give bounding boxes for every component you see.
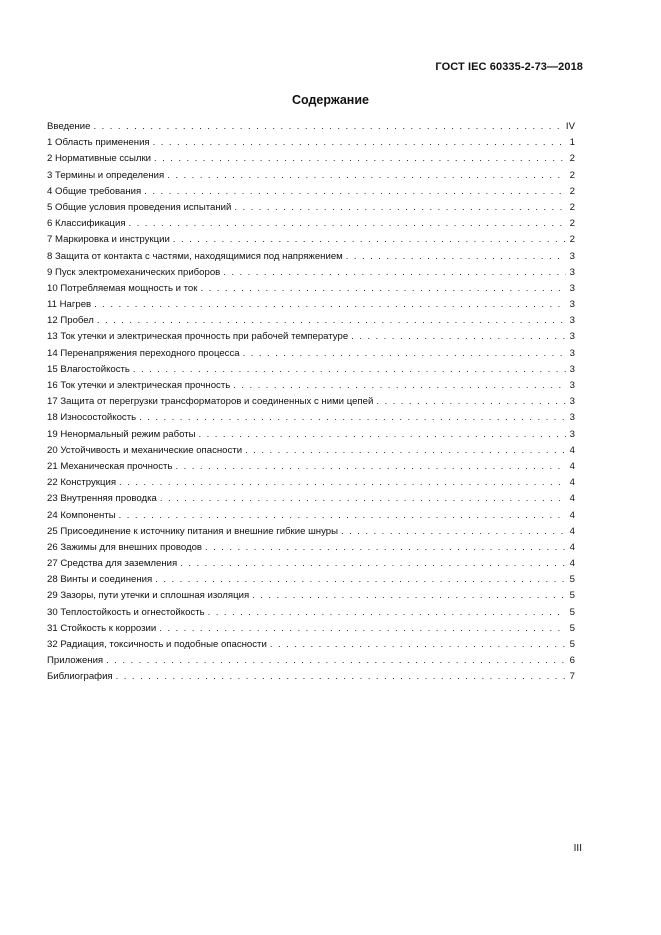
toc-entry[interactable] (47, 540, 575, 556)
toc-entry-page: 3 (569, 428, 575, 440)
toc-entry-page: 4 (569, 460, 575, 472)
toc-entry-page: 3 (569, 347, 575, 359)
toc-entry[interactable] (47, 119, 575, 135)
toc-entry[interactable] (47, 184, 575, 200)
toc-entry-label: 5 Общие условия проведения испытаний (47, 201, 232, 213)
toc-entry-page: 3 (569, 363, 575, 375)
toc-dot-leader (119, 475, 566, 491)
toc-entry-page: 3 (569, 250, 575, 262)
toc-dot-leader (341, 524, 566, 540)
toc-entry-page: 3 (569, 266, 575, 278)
toc-entry[interactable] (47, 232, 575, 248)
toc-entry-page: 4 (569, 525, 575, 537)
toc-entry-page: 5 (569, 574, 575, 586)
toc-entry-page: 3 (569, 282, 575, 294)
toc-entry[interactable] (47, 313, 575, 329)
toc-entry-label: 26 Зажимы для внешних проводов (47, 541, 203, 553)
toc-entry-label: 22 Конструкция (47, 477, 117, 489)
toc-entry-page: 5 (569, 639, 575, 650)
toc-entry-label: 15 Влагостойкость (47, 363, 130, 375)
toc-entry-page: 1 (569, 137, 575, 149)
toc-entry-label: 16 Ток утечки и электрическая прочность (47, 380, 231, 391)
toc-entry[interactable] (47, 346, 575, 362)
toc-dot-leader (234, 200, 566, 216)
toc-entry-label: 18 Износостойкость (47, 412, 137, 424)
toc-entry-label: 14 Перенапряжения переходного процесса (47, 347, 240, 359)
toc-entry-page: 4 (569, 558, 575, 570)
toc-entry[interactable] (47, 524, 575, 540)
toc-entry-label: 12 Пробел (47, 315, 94, 327)
toc-entry-label: 28 Винты и соединения (47, 574, 153, 586)
toc-dot-leader (180, 556, 566, 572)
toc-entry[interactable] (47, 265, 575, 281)
toc-entry[interactable] (47, 362, 575, 378)
toc-entry-page: 2 (569, 234, 575, 246)
toc-dot-leader (233, 378, 566, 394)
toc-entry-label: 17 Защита от перегрузки трансформаторов и соединенных с ними цепей (47, 396, 374, 408)
toc-entry[interactable] (47, 216, 575, 232)
toc-dot-leader (155, 572, 566, 588)
toc-dot-leader (154, 151, 566, 167)
toc-dot-leader (173, 232, 566, 248)
toc-entry-label: Библиография (47, 671, 113, 683)
toc-dot-leader (351, 329, 566, 345)
toc-entry-page: 4 (569, 509, 575, 521)
toc-entry-label: 29 Зазоры, пути утечки и сплошная изоляция (47, 590, 250, 602)
toc-dot-leader (199, 427, 567, 443)
toc-entry[interactable] (47, 427, 575, 443)
toc-dot-leader (223, 265, 566, 281)
toc-entry[interactable] (47, 653, 575, 669)
toc-entry-label: 7 Маркировка и инструкции (47, 234, 170, 246)
toc-dot-leader (153, 135, 566, 151)
toc-entry-page: 5 (569, 606, 575, 618)
toc-dot-leader (175, 459, 566, 475)
toc-entry-page: 3 (569, 299, 575, 311)
toc-dot-leader (106, 653, 566, 669)
toc-entry-label: 20 Устойчивость и механические опасности (47, 444, 243, 456)
toc-entry-label: 25 Присоединение к источнику питания и внешние гибкие шнуры (47, 525, 339, 537)
toc-dot-leader (208, 605, 566, 621)
toc-entry[interactable] (47, 281, 575, 297)
toc-entry-page: 3 (569, 315, 575, 327)
toc-entry[interactable] (47, 572, 575, 588)
toc-dot-leader (376, 394, 566, 410)
toc-entry-label: 6 Классификация (47, 218, 126, 230)
toc-entry[interactable] (47, 669, 575, 685)
toc-entry-label: Введение (47, 121, 91, 132)
toc-entry[interactable] (47, 249, 575, 265)
toc-entry[interactable] (47, 329, 575, 345)
toc-entry-page: 3 (569, 396, 575, 408)
toc-entry[interactable] (47, 475, 575, 491)
toc-entry-label: 32 Радиация, токсичность и подобные опасности (47, 639, 267, 650)
toc-dot-leader (346, 249, 566, 265)
toc-entry[interactable] (47, 491, 575, 507)
toc-entry[interactable] (47, 200, 575, 216)
toc-entry[interactable] (47, 637, 575, 653)
toc-dot-leader (160, 491, 566, 507)
toc-entry-page: 5 (569, 622, 575, 634)
table-of-contents (47, 119, 575, 686)
toc-title: Содержание (291, 93, 369, 107)
toc-dot-leader (159, 621, 566, 637)
toc-entry-page: 6 (569, 655, 575, 667)
toc-entry[interactable] (47, 378, 575, 394)
toc-dot-leader (252, 588, 566, 604)
toc-dot-leader (94, 297, 566, 313)
page-number: III (573, 843, 582, 854)
toc-entry-label: 21 Механическая прочность (47, 460, 173, 472)
toc-entry-page: 2 (569, 201, 575, 213)
toc-dot-leader (205, 540, 566, 556)
toc-entry-label: 1 Область применения (47, 137, 150, 149)
toc-entry-page: 4 (569, 444, 575, 456)
toc-entry[interactable] (47, 605, 575, 621)
toc-entry-label: 11 Нагрев (47, 299, 92, 311)
toc-entry-page: 4 (569, 541, 575, 553)
toc-entry-page: 3 (569, 331, 575, 343)
toc-entry-label: 2 Нормативные ссылки (47, 153, 152, 165)
toc-entry-page: 2 (569, 153, 575, 165)
toc-entry[interactable] (47, 443, 575, 459)
document-code: ГОСТ IEC 60335-2-73—2018 (435, 61, 583, 73)
toc-entry[interactable] (47, 168, 575, 184)
toc-entry-label: 3 Термины и определения (47, 169, 165, 181)
toc-entry-page: 2 (569, 169, 575, 181)
toc-entry-page: 4 (569, 493, 575, 505)
toc-dot-leader (245, 443, 566, 459)
toc-entry-label: 31 Стойкость к коррозии (47, 622, 157, 634)
toc-dot-leader (270, 637, 566, 653)
toc-entry[interactable] (47, 556, 575, 572)
toc-entry-label: 23 Внутренняя проводка (47, 493, 157, 505)
toc-entry-label: 19 Ненормальный режим работы (47, 428, 196, 440)
toc-entry[interactable] (47, 508, 575, 524)
toc-entry[interactable] (47, 394, 575, 410)
toc-dot-leader (133, 362, 566, 378)
toc-dot-leader (139, 410, 566, 426)
toc-dot-leader (167, 168, 566, 184)
toc-entry-label: Приложения (47, 655, 104, 667)
toc-entry-page: 3 (569, 380, 575, 391)
toc-entry-label: 8 Защита от контакта с частями, находящимися под напряжением (47, 250, 343, 262)
toc-dot-leader (97, 313, 566, 329)
toc-entry-page: 4 (569, 477, 575, 489)
toc-dot-leader (144, 184, 566, 200)
toc-entry[interactable] (47, 410, 575, 426)
toc-entry-page: 2 (569, 218, 575, 230)
toc-dot-leader (129, 216, 566, 232)
toc-entry-label: 27 Средства для заземления (47, 558, 178, 570)
toc-entry-page: IV (565, 121, 575, 132)
toc-dot-leader (243, 346, 566, 362)
toc-entry-page: 5 (569, 590, 575, 602)
toc-entry[interactable] (47, 135, 575, 151)
toc-entry-page: 3 (569, 412, 575, 424)
toc-entry-label: 13 Ток утечки и электрическая прочность при рабочей температуре (47, 331, 349, 343)
toc-dot-leader (119, 508, 566, 524)
toc-entry-page: 2 (569, 185, 575, 197)
toc-dot-leader (200, 281, 566, 297)
toc-entry[interactable] (47, 459, 575, 475)
toc-entry-label: 10 Потребляемая мощность и ток (47, 282, 198, 294)
toc-entry[interactable] (47, 588, 575, 604)
toc-entry-page: 7 (569, 671, 575, 683)
toc-entry-label: 30 Теплостойкость и огнестойкость (47, 606, 205, 618)
toc-dot-leader (93, 119, 564, 135)
toc-entry[interactable] (47, 621, 575, 637)
toc-entry-label: 4 Общие требования (47, 185, 142, 197)
toc-entry[interactable] (47, 151, 575, 167)
toc-entry[interactable] (47, 297, 575, 313)
toc-entry-label: 9 Пуск электромеханических приборов (47, 266, 221, 278)
toc-dot-leader (116, 669, 566, 685)
toc-entry-label: 24 Компоненты (47, 509, 116, 521)
